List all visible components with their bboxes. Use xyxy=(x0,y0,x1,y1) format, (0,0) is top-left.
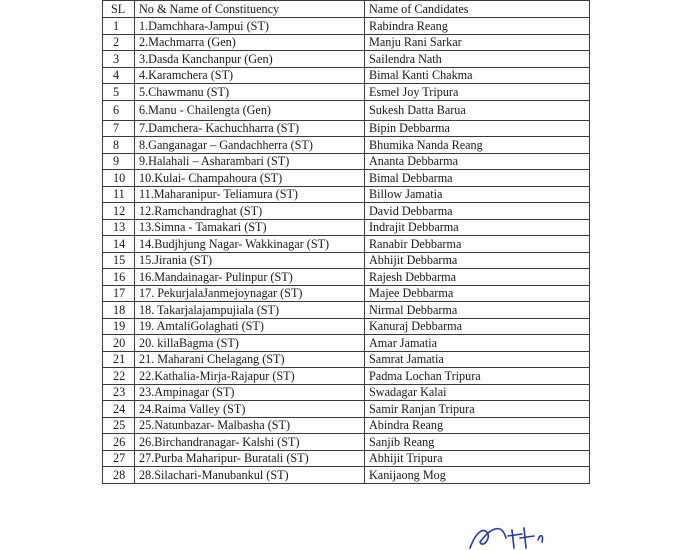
table-row xyxy=(103,170,590,187)
row-candidate: Billow Jamatia xyxy=(365,186,590,203)
row-constituency: 9.Halahali – Asharambari (ST) xyxy=(135,153,365,170)
row-sl: 26 xyxy=(103,434,135,451)
table-row xyxy=(103,84,590,101)
row-sl: 28 xyxy=(103,467,135,484)
row-constituency: 8.Ganganagar – Gandachherra (ST) xyxy=(135,137,365,154)
row-sl: 23 xyxy=(103,384,135,401)
row-constituency: 25.Natunbazar- Malbasha (ST) xyxy=(135,417,365,434)
signature-mark xyxy=(462,520,582,550)
row-candidate: Nirmal Debbarma xyxy=(365,302,590,319)
table-row xyxy=(103,450,590,467)
row-sl: 25 xyxy=(103,417,135,434)
table-row xyxy=(103,100,590,120)
row-sl: 27 xyxy=(103,450,135,467)
table-row xyxy=(103,351,590,368)
table-row xyxy=(103,302,590,319)
row-sl: 8 xyxy=(103,137,135,154)
row-sl: 20 xyxy=(103,335,135,352)
row-constituency: 12.Ramchandraghat (ST) xyxy=(135,203,365,220)
row-constituency: 19. AmtaliGolaghati (ST) xyxy=(135,318,365,335)
row-sl: 13 xyxy=(103,219,135,236)
row-candidate: Majee Debbarma xyxy=(365,285,590,302)
row-constituency: 23.Ampinagar (ST) xyxy=(135,384,365,401)
row-candidate: Swadagar Kalai xyxy=(365,384,590,401)
row-sl: 4 xyxy=(103,67,135,84)
table-row xyxy=(103,186,590,203)
row-constituency: 20. killaBagma (ST) xyxy=(135,335,365,352)
row-candidate: Kanijaong Mog xyxy=(365,467,590,484)
row-sl: 15 xyxy=(103,252,135,269)
table-row xyxy=(103,137,590,154)
row-sl: 11 xyxy=(103,186,135,203)
row-constituency: 14.Budjhjung Nagar- Wakkinagar (ST) xyxy=(135,236,365,253)
row-constituency: 5.Chawmanu (ST) xyxy=(135,84,365,101)
row-sl: 16 xyxy=(103,269,135,286)
row-candidate: Esmel Joy Tripura xyxy=(365,84,590,101)
row-candidate: Bimal Debbarma xyxy=(365,170,590,187)
row-sl: 12 xyxy=(103,203,135,220)
table-row xyxy=(103,401,590,418)
header-candidate: Name of Candidates xyxy=(365,1,590,18)
row-sl: 7 xyxy=(103,120,135,137)
row-sl: 24 xyxy=(103,401,135,418)
row-sl: 14 xyxy=(103,236,135,253)
row-sl: 22 xyxy=(103,368,135,385)
row-sl: 18 xyxy=(103,302,135,319)
row-candidate: Ananta Debbarma xyxy=(365,153,590,170)
row-sl: 21 xyxy=(103,351,135,368)
row-constituency: 10.Kulai- Champahoura (ST) xyxy=(135,170,365,187)
row-constituency: 7.Damchera- Kachuchharra (ST) xyxy=(135,120,365,137)
row-candidate: Indrajit Debbarma xyxy=(365,219,590,236)
row-candidate: Rajesh Debbarma xyxy=(365,269,590,286)
table-row xyxy=(103,285,590,302)
row-candidate: Amar Jamatia xyxy=(365,335,590,352)
row-constituency: 28.Silachari-Manubankul (ST) xyxy=(135,467,365,484)
table-row xyxy=(103,368,590,385)
row-constituency: 22.Kathalia-Mirja-Rajapur (ST) xyxy=(135,368,365,385)
table-header-row xyxy=(103,1,590,18)
row-constituency: 4.Karamchera (ST) xyxy=(135,67,365,84)
row-sl: 6 xyxy=(103,100,135,120)
row-candidate: Samrat Jamatia xyxy=(365,351,590,368)
table-row xyxy=(103,335,590,352)
table-row xyxy=(103,34,590,51)
row-sl: 2 xyxy=(103,34,135,51)
table-row xyxy=(103,467,590,484)
row-sl: 5 xyxy=(103,84,135,101)
row-constituency: 16.Mandainagar- Pulinpur (ST) xyxy=(135,269,365,286)
table-row xyxy=(103,434,590,451)
row-candidate: Sukesh Datta Barua xyxy=(365,100,590,120)
row-constituency: 3.Dasda Kanchanpur (Gen) xyxy=(135,51,365,68)
row-candidate: Sanjib Reang xyxy=(365,434,590,451)
row-candidate: Abindra Reang xyxy=(365,417,590,434)
row-candidate: Abhijit Tripura xyxy=(365,450,590,467)
table-row xyxy=(103,417,590,434)
row-constituency: 27.Purba Maharipur- Buratali (ST) xyxy=(135,450,365,467)
table-row xyxy=(103,236,590,253)
table-row xyxy=(103,252,590,269)
row-sl: 3 xyxy=(103,51,135,68)
row-constituency: 15.Jirania (ST) xyxy=(135,252,365,269)
table-row xyxy=(103,269,590,286)
table-row xyxy=(103,153,590,170)
row-candidate: Sailendra Nath xyxy=(365,51,590,68)
row-candidate: Kanuraj Debbarma xyxy=(365,318,590,335)
table-row xyxy=(103,18,590,35)
row-constituency: 6.Manu - Chailengta (Gen) xyxy=(135,100,365,120)
table-row xyxy=(103,219,590,236)
row-sl: 9 xyxy=(103,153,135,170)
table-row xyxy=(103,67,590,84)
row-candidate: Bhumika Nanda Reang xyxy=(365,137,590,154)
row-constituency: 2.Machmarra (Gen) xyxy=(135,34,365,51)
row-candidate: Bimal Kanti Chakma xyxy=(365,67,590,84)
table-row xyxy=(103,203,590,220)
row-candidate: Padma Lochan Tripura xyxy=(365,368,590,385)
row-constituency: 13.Simna - Tamakari (ST) xyxy=(135,219,365,236)
row-candidate: Rabindra Reang xyxy=(365,18,590,35)
row-sl: 1 xyxy=(103,18,135,35)
row-candidate: David Debbarma xyxy=(365,203,590,220)
row-constituency: 21. Maharani Chelagang (ST) xyxy=(135,351,365,368)
row-candidate: Ranabir Debbarma xyxy=(365,236,590,253)
row-candidate: Samir Ranjan Tripura xyxy=(365,401,590,418)
row-sl: 10 xyxy=(103,170,135,187)
table-row xyxy=(103,120,590,137)
header-constituency: No & Name of Constituency xyxy=(135,1,365,18)
row-sl: 17 xyxy=(103,285,135,302)
row-constituency: 24.Raima Valley (ST) xyxy=(135,401,365,418)
row-candidate: Manju Rani Sarkar xyxy=(365,34,590,51)
row-constituency: 17. PekurjalaJanmejoynagar (ST) xyxy=(135,285,365,302)
row-constituency: 26.Birchandranagar- Kalshi (ST) xyxy=(135,434,365,451)
row-constituency: 11.Maharanipur- Teliamura (ST) xyxy=(135,186,365,203)
table-row xyxy=(103,384,590,401)
candidates-table xyxy=(102,0,590,484)
header-sl: SL xyxy=(103,1,135,18)
row-constituency: 18. Takarjalajampujiala (ST) xyxy=(135,302,365,319)
table-row xyxy=(103,51,590,68)
row-constituency: 1.Damchhara-Jampui (ST) xyxy=(135,18,365,35)
row-candidate: Abhijit Debbarma xyxy=(365,252,590,269)
row-candidate: Bipin Debbarma xyxy=(365,120,590,137)
table-row xyxy=(103,318,590,335)
row-sl: 19 xyxy=(103,318,135,335)
